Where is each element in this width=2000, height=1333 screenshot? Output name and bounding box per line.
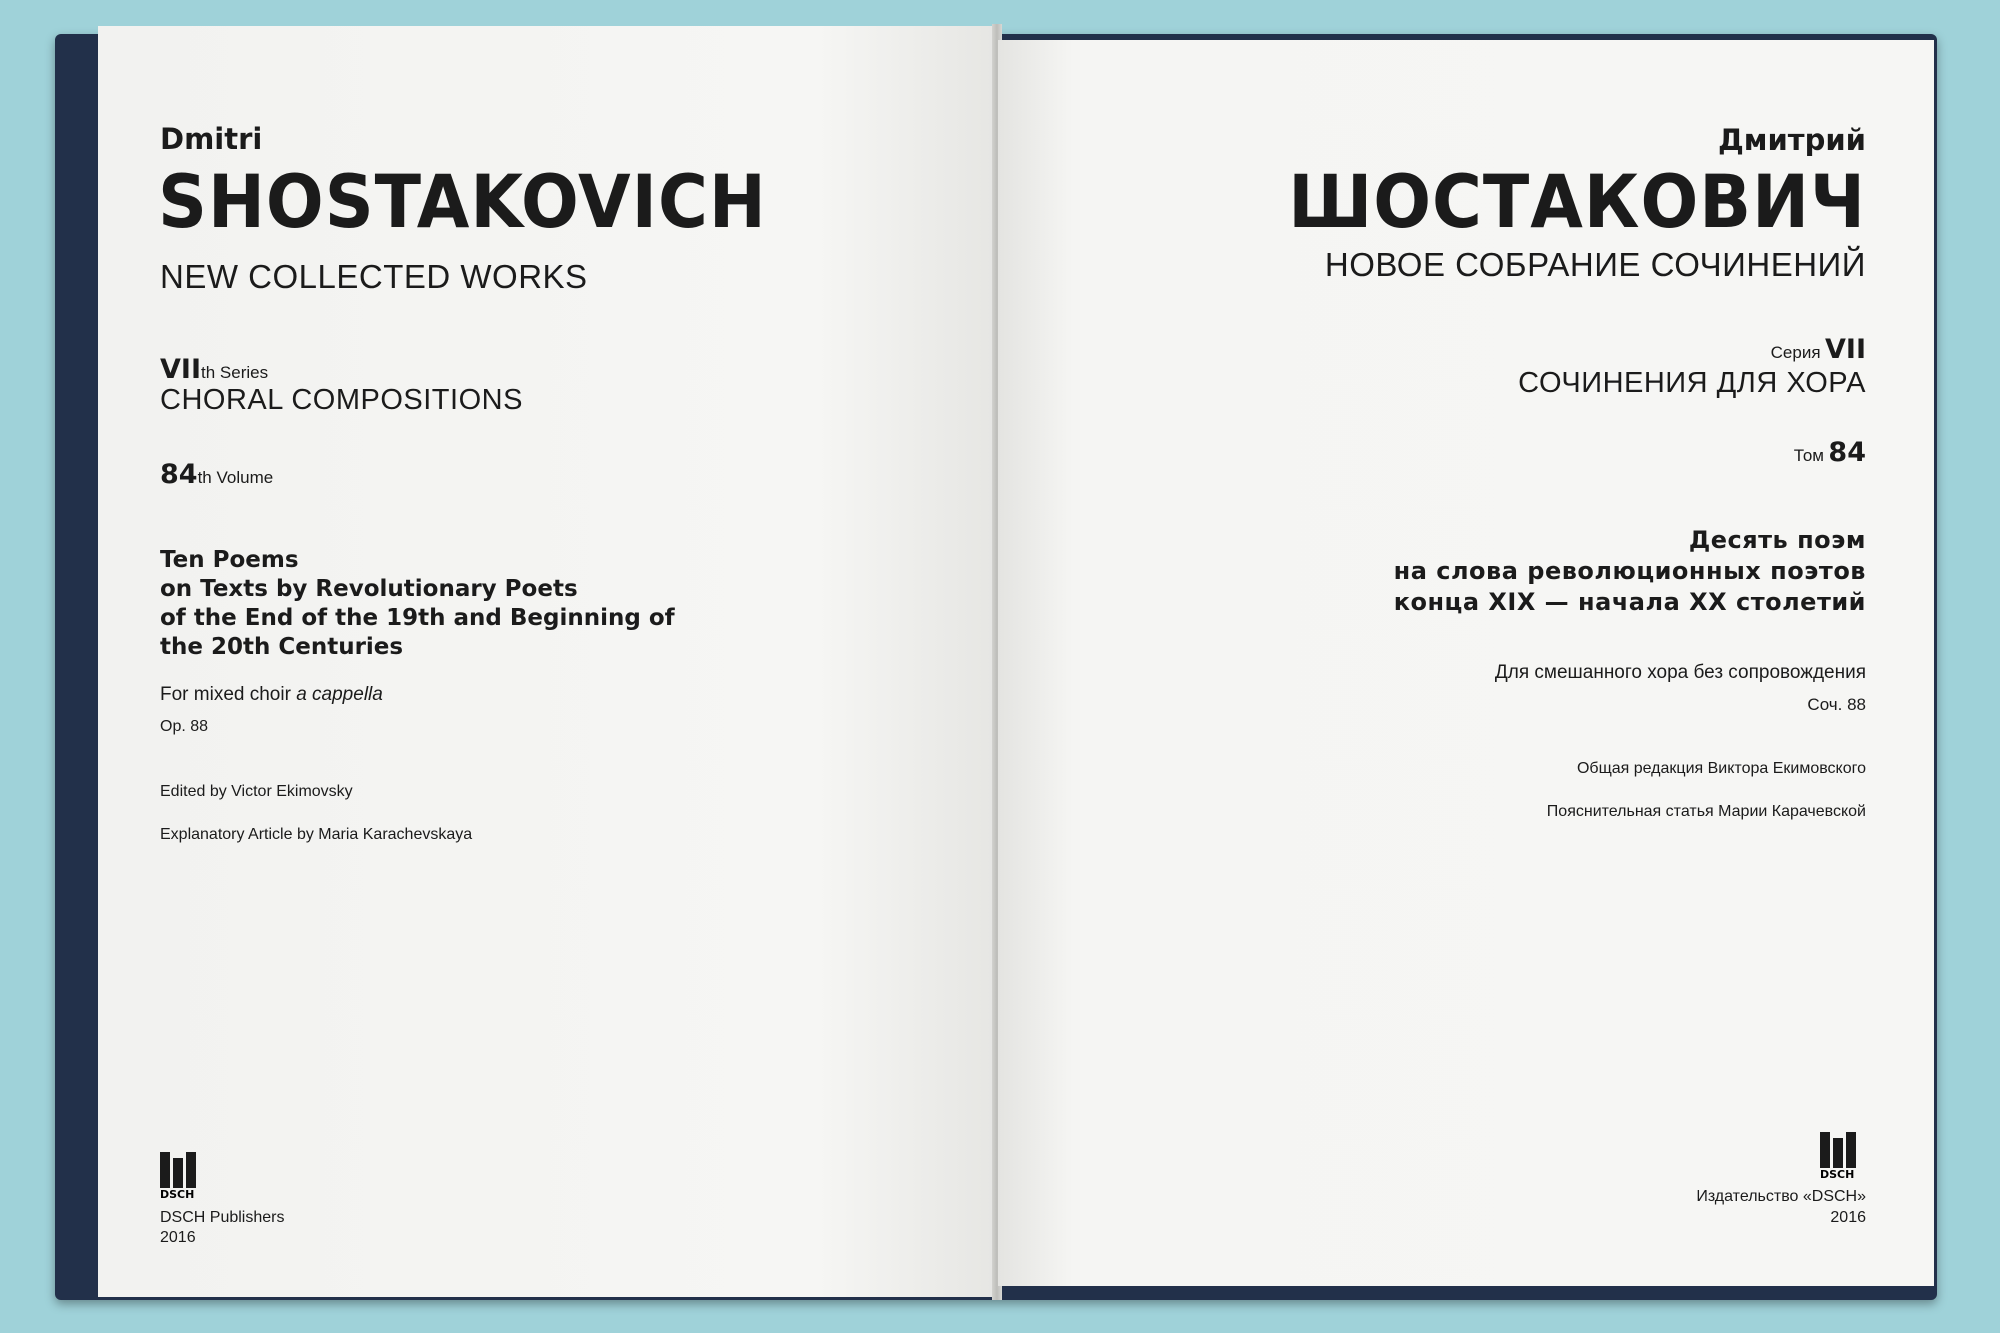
scoring-text: For mixed choir: [160, 684, 297, 705]
volume-number: 84: [160, 459, 198, 490]
series-line: [1771, 334, 1866, 365]
series-line: [160, 354, 268, 385]
collection-title: НОВОЕ СОБРАНИЕ СОЧИНЕНИЙ: [1324, 246, 1866, 283]
left-page: [98, 26, 996, 1297]
article-credit: Explanatory Article by Maria Karachevskaya: [160, 826, 473, 843]
work-title-line: the 20th Centuries: [160, 634, 404, 660]
opus-number: Op. 88: [160, 718, 209, 735]
composer-last-name: SHOSTAKOVICH: [158, 160, 767, 246]
scoring: Для смешанного хора без сопровождения: [1494, 662, 1866, 683]
work-title-line: Десять поэм: [1688, 526, 1866, 554]
publisher-name: Издательство «DSCH»: [1696, 1188, 1866, 1205]
dsch-logo: [160, 1152, 204, 1206]
composer-first-name: Dmitri: [160, 122, 263, 156]
volume-line: [160, 459, 273, 490]
series-number: VII: [1825, 334, 1866, 365]
publisher-name: DSCH Publishers: [160, 1209, 285, 1226]
volume-suffix: th Volume: [197, 468, 274, 487]
volume-line: [1794, 437, 1866, 468]
scoring-italic: a cappella: [296, 684, 383, 705]
collection-title: NEW COLLECTED WORKS: [160, 258, 588, 295]
article-credit: Пояснительная статья Марии Карачевской: [1546, 803, 1866, 820]
work-title-line: Ten Poems: [160, 547, 299, 573]
editor-credit: Edited by Victor Ekimovsky: [160, 783, 353, 800]
work-title: [160, 546, 675, 662]
composer-first-name: Дмитрий: [1717, 123, 1866, 157]
series-title: CHORAL COMPOSITIONS: [160, 384, 523, 416]
editor-credit: Общая редакция Виктора Екимовского: [1576, 760, 1866, 777]
scoring: [160, 684, 383, 706]
series-suffix: th Series: [201, 363, 269, 382]
work-title-line: конца XIX — начала XX столетий: [1393, 588, 1866, 616]
work-title-line: of the End of the 19th and Beginning of: [160, 605, 675, 631]
right-page: [998, 40, 1934, 1286]
volume-number: 84: [1828, 437, 1866, 468]
series-label: Серия: [1770, 343, 1821, 362]
series-number: VII: [160, 354, 201, 385]
publication-year: 2016: [1830, 1209, 1866, 1226]
logo-text: DSCH: [1820, 1168, 1855, 1181]
publication-year: 2016: [160, 1229, 196, 1246]
composer-last-name: ШОСТАКОВИЧ: [1288, 160, 1866, 246]
opus-number: Соч. 88: [1807, 695, 1866, 714]
dsch-logo: [1820, 1132, 1864, 1186]
work-title-line: on Texts by Revolutionary Poets: [160, 576, 578, 602]
volume-label: Том: [1793, 446, 1824, 465]
work-title: [1394, 525, 1866, 618]
work-title-line: на слова революционных поэтов: [1393, 557, 1866, 585]
logo-text: DSCH: [160, 1188, 195, 1201]
series-title: СОЧИНЕНИЯ ДЛЯ ХОРА: [1518, 367, 1866, 399]
